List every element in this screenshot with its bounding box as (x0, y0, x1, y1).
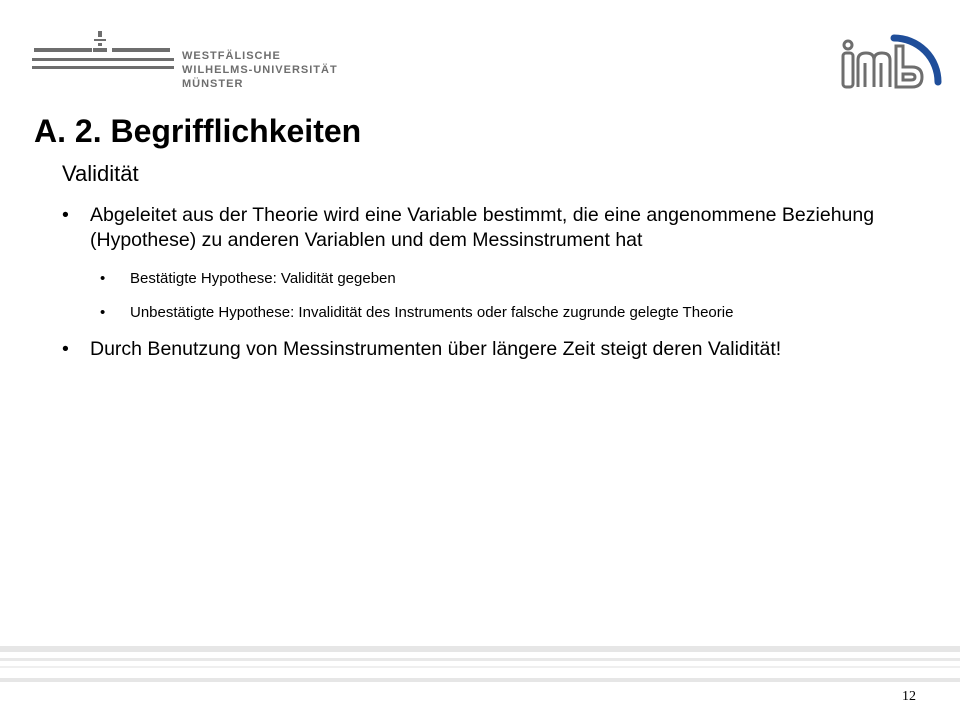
university-name-line3: MÜNSTER (182, 78, 244, 90)
sub-bullet-text: Bestätigte Hypothese: Validität gegeben (130, 270, 396, 287)
sub-bullet-item (62, 269, 942, 288)
slide-title: A. 2. Begrifflichkeiten (34, 113, 362, 149)
university-name (182, 49, 338, 91)
slide-subtitle: Validität (62, 161, 139, 186)
footer-divider (0, 646, 960, 686)
bullet-text: Durch Benutzung von Messinstrumenten über längere Zeit steigt deren Validität! (90, 338, 782, 360)
university-name-line2: WILHELMS-UNIVERSITÄT (182, 64, 338, 76)
imb-logo-icon (836, 32, 946, 96)
bullet-glyph: • (62, 204, 69, 226)
university-name-line1: WESTFÄLISCHE (182, 50, 281, 62)
bullet-item (62, 337, 942, 362)
sub-bullet-glyph: • (100, 304, 106, 321)
bullet-text: Abgeleitet aus der Theorie wird eine Variable bestimmt, die eine angenommene Beziehung (Hypothese) zu anderen Variablen und dem Messinstrument hat (90, 204, 875, 251)
university-logo (28, 28, 338, 98)
bullet-item (62, 203, 942, 253)
slide-content (62, 203, 942, 362)
bullet-glyph: • (62, 338, 69, 360)
page-number: 12 (902, 689, 916, 704)
sub-bullet-item (62, 303, 942, 322)
university-crest-icon (28, 28, 178, 98)
sub-bullet-text: Unbestätigte Hypothese: Invalidität des Instruments oder falsche zugrunde gelegte Theorie (130, 304, 734, 321)
sub-bullet-glyph: • (100, 270, 106, 287)
